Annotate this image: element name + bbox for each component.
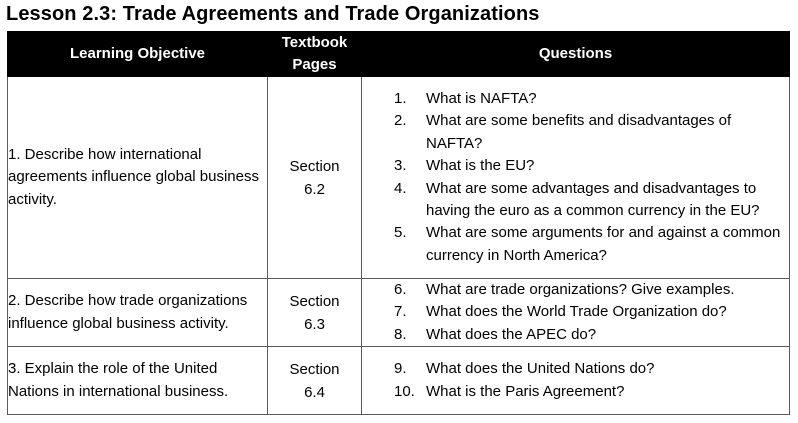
- section-number: 6.4: [304, 383, 325, 401]
- question-text: What are some benefits and disadvantages of NAFTA?: [426, 112, 732, 152]
- pages-cell: [268, 279, 362, 347]
- section-number: 6.2: [304, 180, 325, 198]
- question-item: [362, 222, 789, 267]
- question-item: [362, 110, 789, 155]
- header-questions: Questions: [362, 32, 790, 77]
- table-row: [8, 347, 790, 415]
- header-row: [8, 32, 790, 77]
- question-text: What is the EU?: [426, 157, 535, 175]
- lesson-table: [7, 31, 790, 415]
- question-item: [362, 155, 789, 177]
- question-text: What is NAFTA?: [426, 89, 537, 107]
- question-number: 1.: [394, 89, 407, 107]
- question-number: 6.: [394, 281, 407, 298]
- section-label: Section: [289, 157, 340, 175]
- question-list: [362, 358, 789, 403]
- table-row: [8, 279, 790, 347]
- question-text: What are trade organizations? Give examples.: [426, 281, 735, 298]
- question-text: What does the United Nations do?: [426, 360, 655, 378]
- section-label: Section: [289, 292, 340, 310]
- question-number: 5.: [394, 224, 407, 242]
- question-list: [362, 279, 789, 346]
- objective-cell: 2. Describe how trade organizations influence global business activity.: [8, 279, 268, 347]
- header-pages-line1: Textbook: [281, 34, 348, 51]
- question-item: [362, 279, 789, 301]
- question-number: 9.: [394, 360, 407, 378]
- objective-cell: 3. Explain the role of the United Nations in international business.: [8, 347, 268, 415]
- header-pages: [268, 32, 362, 77]
- questions-cell: [362, 77, 790, 279]
- question-item: [362, 178, 789, 223]
- question-text: What are some advantages and disadvantages to having the euro as a common currency in the EU?: [426, 179, 760, 219]
- question-text: What are some arguments for and against a common currency in North America?: [426, 224, 781, 264]
- header-objective: Learning Objective: [8, 32, 268, 77]
- pages-cell: [268, 77, 362, 279]
- question-item: [362, 381, 789, 403]
- table-row: [8, 77, 790, 279]
- objective-cell: 1. Describe how international agreements influence global business activity.: [8, 77, 268, 279]
- header-pages-line2: Pages: [292, 56, 337, 73]
- question-number: 4.: [394, 179, 407, 197]
- pages-cell: [268, 347, 362, 415]
- question-number: 10.: [394, 382, 415, 400]
- section-label: Section: [289, 360, 340, 378]
- question-text: What does the APEC do?: [426, 325, 597, 343]
- question-number: 2.: [394, 112, 407, 130]
- questions-cell: [362, 279, 790, 347]
- question-number: 8.: [394, 325, 407, 343]
- question-item: [362, 358, 789, 380]
- question-list: [362, 88, 789, 267]
- question-number: 3.: [394, 157, 407, 175]
- questions-cell: [362, 347, 790, 415]
- section-number: 6.3: [304, 315, 325, 333]
- question-number: 7.: [394, 303, 407, 321]
- question-text: What does the World Trade Organization do?: [426, 303, 727, 321]
- question-item: [362, 324, 789, 346]
- question-text: What is the Paris Agreement?: [426, 382, 625, 400]
- question-item: [362, 301, 789, 323]
- question-item: [362, 88, 789, 110]
- page-title: Lesson 2.3: Trade Agreements and Trade Organizations: [6, 3, 540, 25]
